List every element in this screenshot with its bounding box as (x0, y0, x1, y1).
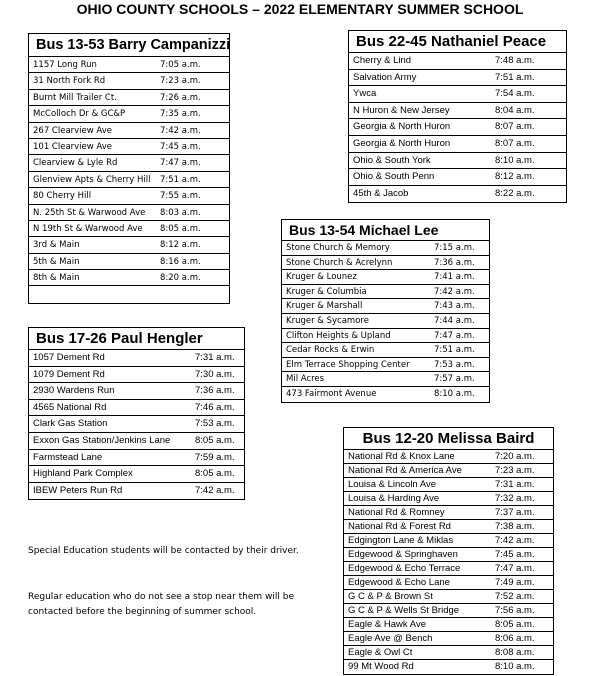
stop-row (29, 57, 229, 73)
stop-row (349, 136, 566, 153)
bus-header: Bus 17-26 Paul Hengler (29, 328, 244, 350)
stop-time: 7:23 a.m. (495, 465, 535, 476)
empty-row (29, 286, 229, 302)
stop-time: 7:47 a.m. (434, 330, 475, 341)
stop-time: 7:31 a.m. (195, 352, 235, 363)
stop-row (344, 548, 553, 562)
stop-name: Burnt Mill Trailer Ct. (33, 92, 117, 103)
stop-time: 7:45 a.m. (160, 141, 201, 152)
bus-header: Bus 12-20 Melissa Baird (344, 428, 553, 450)
stop-time: 7:53 a.m. (195, 418, 235, 430)
stop-time: 8:12 a.m. (495, 171, 535, 183)
stop-name: 45th & Jacob (353, 187, 409, 199)
stop-name: Louisa & Lincoln Ave (348, 479, 437, 490)
stop-time: 7:46 a.m. (195, 401, 235, 413)
stop-row (344, 590, 553, 604)
special-ed-note: Special Education students will be contacted by their driver. (28, 546, 299, 556)
stop-name: Ohio & South Penn (353, 171, 435, 183)
stop-name: N 19th St & Warwood Ave (33, 223, 143, 234)
stop-row (29, 450, 244, 467)
stop-name: 2930 Wardens Run (33, 385, 115, 397)
stop-row (344, 450, 553, 464)
stop-name: 1057 Dement Rd (33, 352, 105, 363)
stop-time: 7:44 a.m. (434, 315, 475, 326)
stop-name: National Rd & Forest Rd (348, 521, 451, 532)
stop-name: Georgia & North Huron (353, 121, 451, 133)
stop-time: 8:10 a.m. (495, 661, 535, 672)
stop-name: 267 Clearview Ave (33, 125, 113, 136)
stop-name: Clifton Heights & Upland (286, 330, 391, 341)
stop-name: 3rd & Main (33, 240, 80, 251)
stop-time: 7:41 a.m. (434, 272, 475, 283)
stop-time: 7:53 a.m. (434, 359, 475, 370)
stop-time: 7:37 a.m. (495, 507, 535, 518)
stop-name: Louisa & Harding Ave (348, 493, 440, 504)
stop-row (344, 632, 553, 646)
stop-row (29, 350, 244, 367)
stop-name: 31 North Fork Rd (33, 76, 106, 87)
stop-name: Glenview Apts & Cherry Hill (33, 174, 151, 185)
stop-name: National Rd & Knox Lane (348, 451, 455, 462)
stop-time: 8:05 a.m. (195, 468, 235, 480)
stop-time: 8:16 a.m. (160, 256, 201, 267)
stop-row (29, 400, 244, 417)
stop-row (29, 221, 229, 237)
stop-name: 4565 National Rd (33, 401, 107, 413)
bus-table-peace (348, 30, 567, 203)
stop-row (344, 660, 553, 674)
stop-row (29, 433, 244, 450)
stop-name: Kruger & Columbia (286, 286, 367, 297)
stop-list (282, 241, 489, 402)
stop-time: 8:12 a.m. (160, 240, 201, 251)
stop-row (29, 270, 229, 286)
stop-row (29, 416, 244, 433)
stop-time: 8:07 a.m. (495, 121, 535, 133)
stop-time: 7:20 a.m. (495, 451, 535, 462)
stop-time: 8:10 a.m. (434, 388, 475, 399)
stop-time: 7:51 a.m. (434, 345, 475, 356)
stop-row (349, 103, 566, 120)
stop-time: 7:54 a.m. (495, 88, 535, 100)
stop-time: 7:51 a.m. (495, 71, 535, 83)
stop-name: Highland Park Complex (33, 468, 133, 480)
stop-name: Georgia & North Huron (353, 137, 451, 149)
stop-name: Clearview & Lyle Rd (33, 158, 118, 169)
stop-row (282, 314, 489, 329)
bus-header: Bus 22-45 Nathaniel Peace (349, 31, 566, 53)
stop-row (282, 256, 489, 271)
stop-row (29, 106, 229, 122)
stop-row (282, 241, 489, 256)
stop-row (349, 186, 566, 203)
stop-name: Kruger & Sycamore (286, 315, 369, 326)
stop-row (344, 618, 553, 632)
stop-row (29, 205, 229, 221)
stop-row (29, 466, 244, 483)
stop-row (282, 299, 489, 314)
stop-name: 80 Cherry Hill (33, 191, 92, 202)
stop-row (344, 520, 553, 534)
stop-time: 8:08 a.m. (495, 647, 535, 658)
stop-list (29, 57, 229, 303)
bus-table-lee (281, 219, 490, 403)
stop-time: 8:10 a.m. (495, 154, 535, 166)
bus-header: Bus 13-54 Michael Lee (282, 220, 489, 241)
stop-time: 8:20 a.m. (160, 273, 201, 284)
stop-time: 8:03 a.m. (160, 207, 201, 218)
stop-time: 7:31 a.m. (495, 479, 535, 490)
stop-time: 7:42 a.m. (195, 484, 235, 496)
stop-name: Eagle Ave @ Bench (348, 633, 433, 644)
stop-time: 7:45 a.m. (495, 549, 535, 560)
stop-name: N Huron & New Jersey (353, 104, 450, 116)
stop-row (282, 343, 489, 358)
stop-name: McColloch Dr & GC&P (33, 109, 126, 120)
stop-name: Stone Church & Acrelynn (286, 257, 393, 268)
stop-row (29, 172, 229, 188)
stop-row (344, 562, 553, 576)
stop-row (349, 169, 566, 186)
stop-time: 8:05 a.m. (195, 434, 235, 446)
stop-row (29, 383, 244, 400)
stop-row (29, 139, 229, 155)
stop-row (29, 73, 229, 89)
stop-name: Edgewood & Echo Lane (348, 577, 450, 588)
stop-list (29, 350, 244, 499)
stop-time: 7:47 a.m. (495, 563, 535, 574)
stop-name: 473 Fairmont Avenue (286, 388, 377, 399)
page-title: OHIO COUNTY SCHOOLS – 2022 ELEMENTARY SUMMER SCHOOL (76, 1, 524, 17)
stop-name: 1079 Dement Rd (33, 368, 105, 380)
stop-row (349, 70, 566, 87)
stop-row (344, 604, 553, 618)
stop-name: G C & P & Brown St (348, 591, 433, 602)
stop-row (349, 153, 566, 170)
stop-row (349, 86, 566, 103)
bus-table-campanizzi (28, 33, 230, 304)
stop-name: 8th & Main (33, 273, 80, 284)
stop-name: National Rd & America Ave (348, 465, 462, 476)
stop-time: 7:30 a.m. (195, 368, 235, 380)
stop-time: 7:55 a.m. (160, 191, 201, 202)
stop-name: IBEW Peters Run Rd (33, 484, 123, 496)
stop-name: National Rd & Romney (348, 507, 445, 518)
stop-time: 8:06 a.m. (495, 633, 535, 644)
stop-row (282, 329, 489, 344)
stop-name: 5th & Main (33, 256, 80, 267)
stop-row (29, 188, 229, 204)
stop-name: N. 25th St & Warwood Ave (33, 207, 146, 218)
stop-row (282, 285, 489, 300)
stop-time: 7:59 a.m. (195, 451, 235, 463)
stop-time: 7:36 a.m. (434, 257, 475, 268)
stop-time: 7:42 a.m. (495, 535, 535, 546)
stop-time: 7:05 a.m. (160, 60, 201, 70)
bus-table-hengler (28, 327, 245, 500)
stop-name: Cherry & Lind (353, 55, 412, 66)
stop-time: 7:32 a.m. (495, 493, 535, 504)
stop-time: 7:15 a.m. (434, 243, 475, 253)
stop-name: G C & P & Wells St Bridge (348, 605, 460, 616)
bus-header: Bus 13-53 Barry Campanizzi (29, 34, 229, 57)
stop-time: 7:36 a.m. (195, 385, 235, 397)
regular-ed-note: Regular education who do not see a stop near them will be contacted before the beginning of summer school. (28, 592, 294, 617)
stop-time: 7:42 a.m. (160, 125, 201, 136)
stop-time: 7:52 a.m. (495, 591, 535, 602)
stop-time: 7:56 a.m. (495, 605, 535, 616)
stop-name: Stone Church & Memory (286, 243, 390, 253)
stop-name: Edgewood & Echo Terrace (348, 563, 461, 574)
stop-time: 8:04 a.m. (495, 104, 535, 116)
stop-name: Exxon Gas Station/Jenkins Lane (33, 434, 171, 446)
stop-name: Ohio & South York (353, 154, 431, 166)
stop-row (344, 646, 553, 660)
stop-row (344, 534, 553, 548)
stop-time: 7:51 a.m. (160, 174, 201, 185)
stop-name: Kruger & Marshall (286, 301, 363, 312)
stop-row (344, 506, 553, 520)
stop-time: 8:05 a.m. (495, 619, 535, 630)
stop-row (29, 483, 244, 500)
stop-row (29, 254, 229, 270)
stop-row (344, 478, 553, 492)
stop-time: 7:57 a.m. (434, 374, 475, 385)
stop-name: Elm Terrace Shopping Center (286, 359, 410, 370)
stop-row (349, 53, 566, 70)
stop-time: 7:47 a.m. (160, 158, 201, 169)
stop-row (344, 464, 553, 478)
stop-name: Salvation Army (353, 71, 417, 83)
stop-row (29, 367, 244, 384)
stop-name: Mil Acres (286, 374, 325, 385)
stop-name: 1157 Long Run (33, 60, 97, 70)
stop-row (29, 123, 229, 139)
stop-name: Cedar Rocks & Erwin (286, 345, 375, 356)
stop-row (344, 576, 553, 590)
stop-row (282, 372, 489, 387)
stop-time: 7:26 a.m. (160, 92, 201, 103)
stop-list (349, 53, 566, 202)
stop-name: Farmstead Lane (33, 451, 103, 463)
stop-time: 8:22 a.m. (495, 187, 535, 199)
stop-time: 7:43 a.m. (434, 301, 475, 312)
stop-row (282, 387, 489, 402)
stop-row (282, 358, 489, 373)
stop-time: 7:38 a.m. (495, 521, 535, 532)
stop-name: Eagle & Owl Ct (348, 647, 413, 658)
stop-name: Edgewood & Springhaven (348, 549, 458, 560)
stop-time: 8:05 a.m. (160, 223, 201, 234)
stop-name: 99 Mt Wood Rd (348, 661, 414, 672)
stop-name: Edgington Lane & Miklas (348, 535, 454, 546)
stop-name: Ywca (353, 88, 377, 100)
stop-row (29, 90, 229, 106)
stop-row (29, 237, 229, 253)
stop-time: 7:42 a.m. (434, 286, 475, 297)
stop-name: Eagle & Hawk Ave (348, 619, 426, 630)
stop-row (29, 155, 229, 171)
stop-list (344, 450, 553, 674)
stop-time: 8:07 a.m. (495, 137, 535, 149)
stop-time: 7:35 a.m. (160, 109, 201, 120)
stop-time: 7:23 a.m. (160, 76, 201, 87)
stop-row (349, 119, 566, 136)
stop-name: Clark Gas Station (33, 418, 108, 430)
stop-time: 7:48 a.m. (495, 55, 535, 66)
stop-name: Kruger & Lounez (286, 272, 357, 283)
stop-row (344, 492, 553, 506)
stop-name: 101 Clearview Ave (33, 141, 113, 152)
stop-row (282, 270, 489, 285)
stop-time: 7:49 a.m. (495, 577, 535, 588)
bus-table-baird (343, 427, 554, 675)
